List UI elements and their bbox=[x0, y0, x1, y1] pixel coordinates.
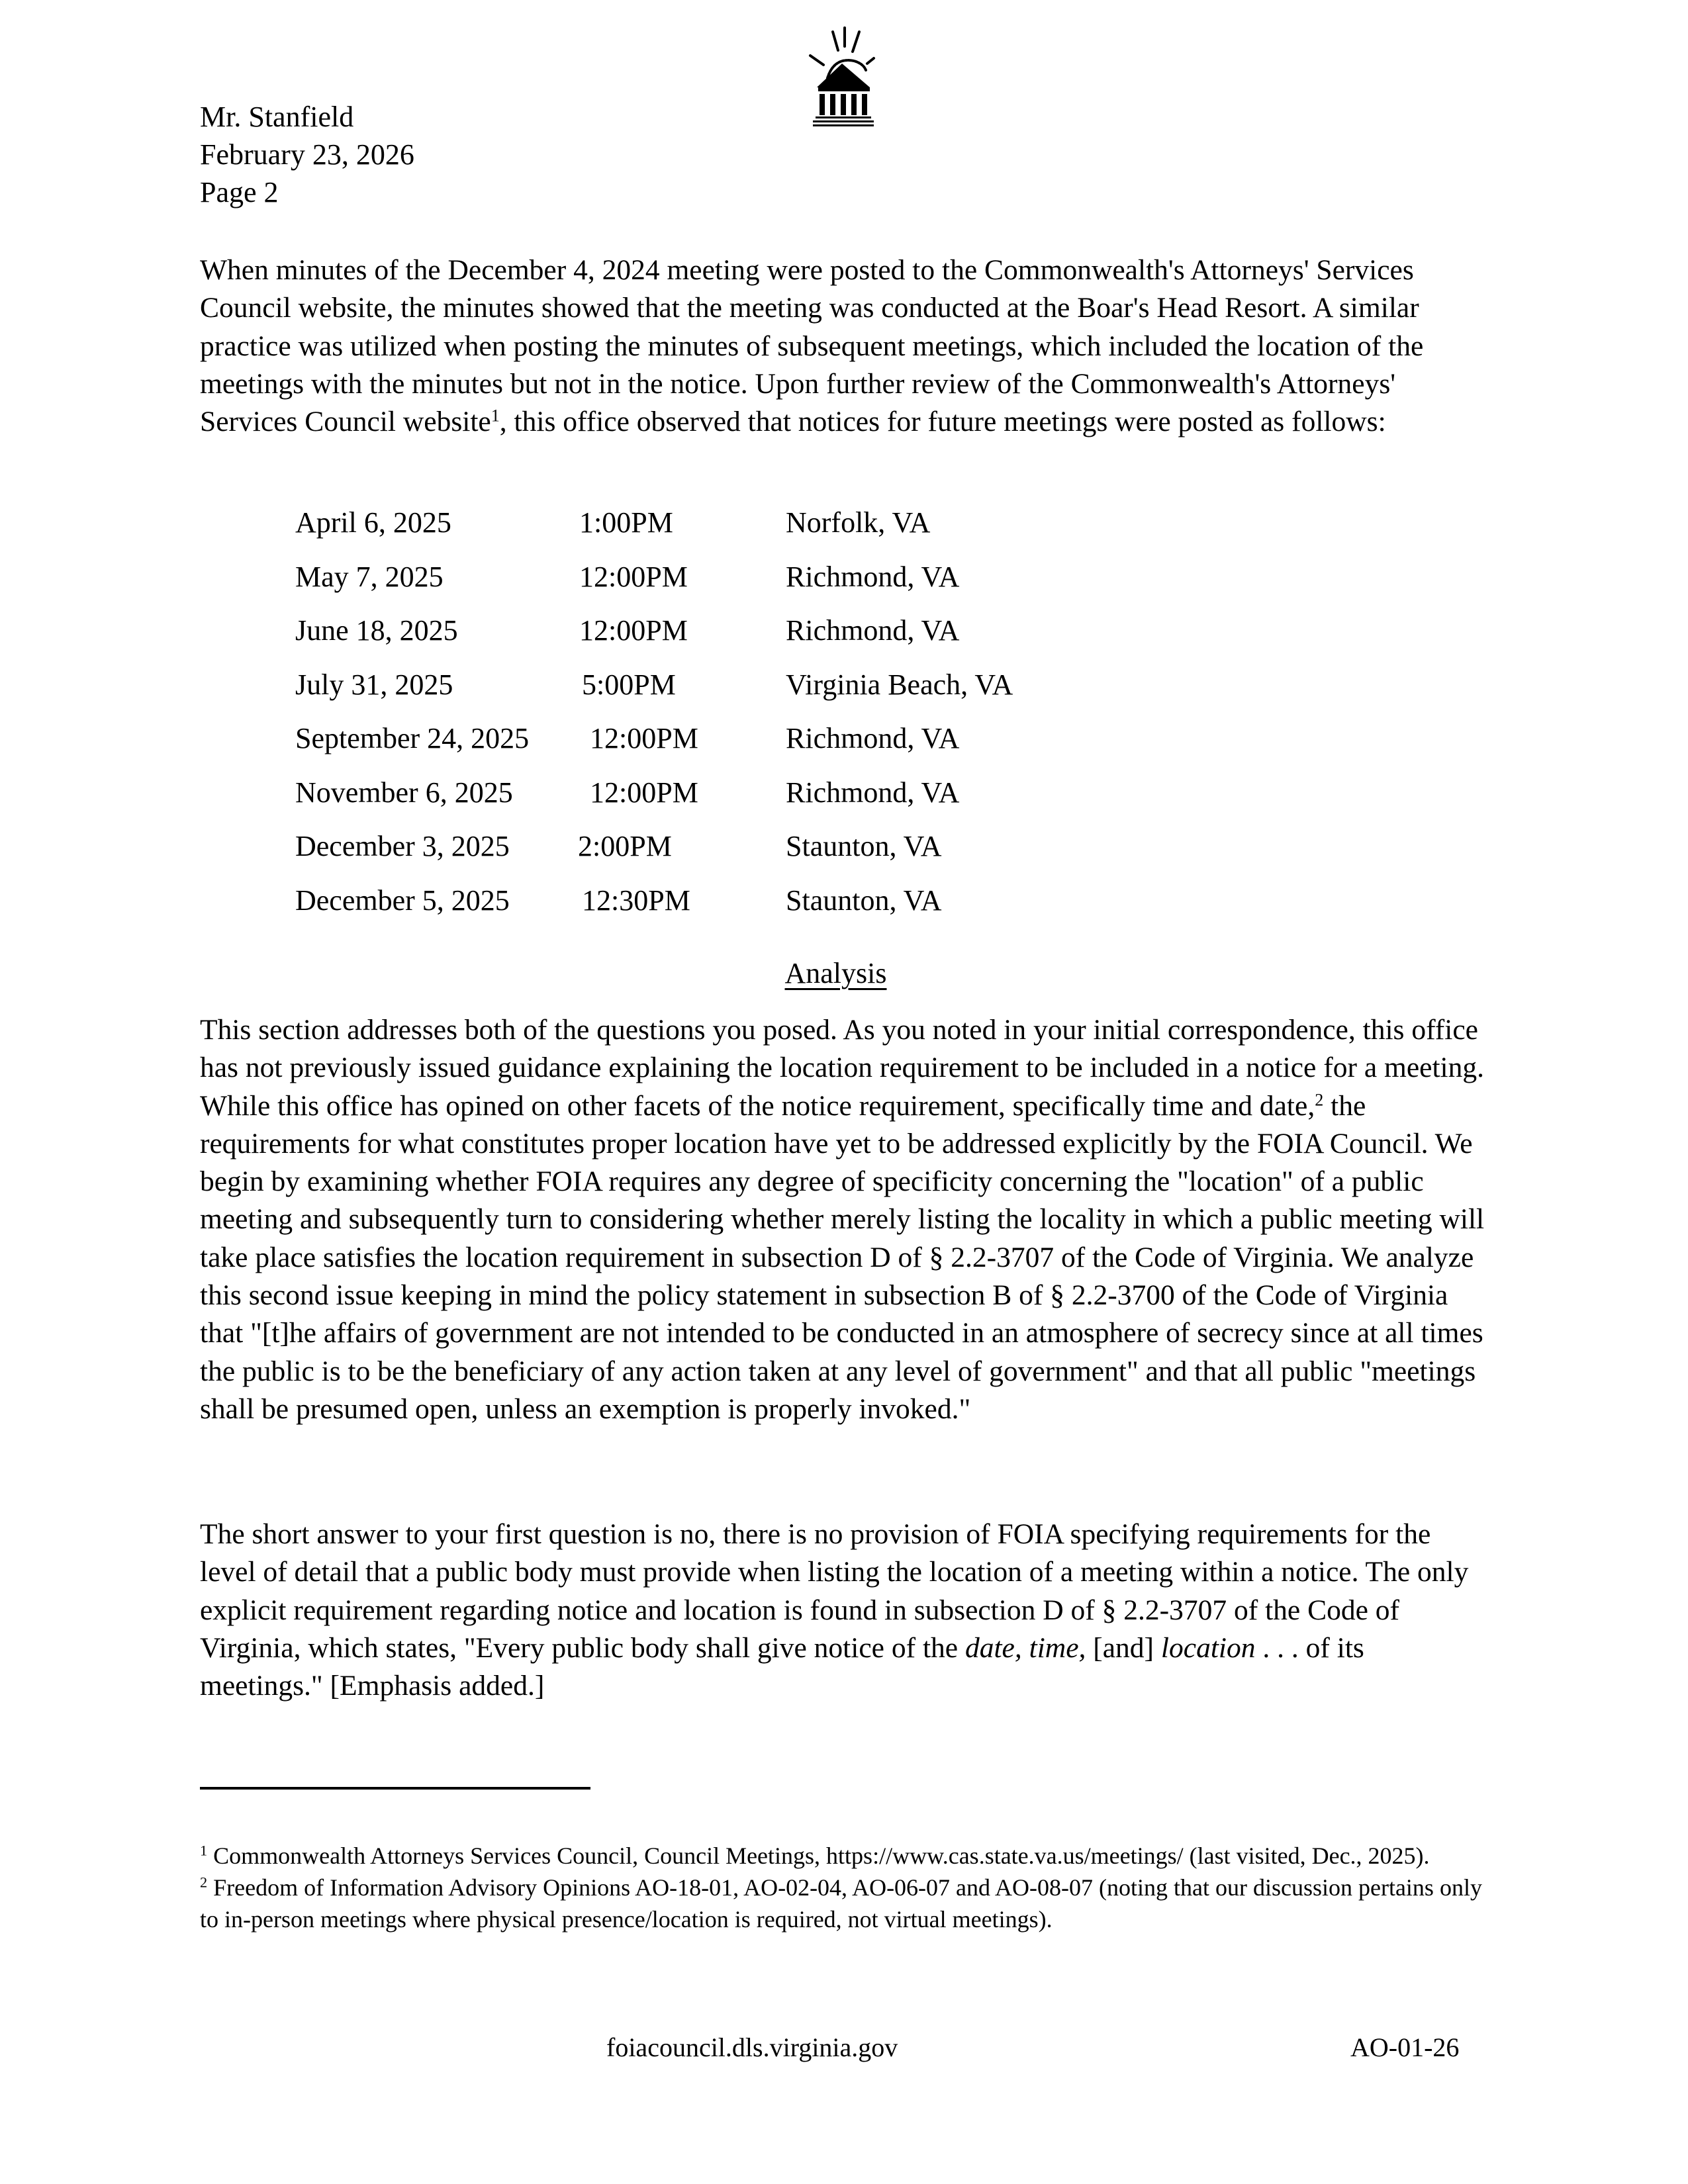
meeting-location: Staunton, VA bbox=[786, 884, 942, 917]
meeting-date: July 31, 2025 bbox=[295, 668, 453, 701]
meeting-time: 12:30PM bbox=[582, 884, 690, 917]
meeting-date: May 7, 2025 bbox=[295, 560, 444, 593]
footnote-divider bbox=[200, 1787, 590, 1790]
meeting-time: 5:00PM bbox=[582, 668, 676, 701]
meeting-location: Richmond, VA bbox=[786, 614, 960, 647]
meeting-time: 12:00PM bbox=[590, 722, 698, 754]
meeting-time: 1:00PM bbox=[579, 506, 673, 539]
footer-website[interactable]: foiacouncil.dls.virginia.gov bbox=[606, 2032, 898, 2062]
meeting-date: June 18, 2025 bbox=[295, 614, 458, 647]
footnote-text: Freedom of Information Advisory Opinions AO-18-01, AO-02-04, AO-06-07 and AO-08-07 (noting that our discussion pertains only to in-person meetings where physical presence/location is required, not virtual meetings). bbox=[200, 1874, 1482, 1933]
analysis-paragraph bbox=[200, 1011, 1488, 1428]
page-number: Page 2 bbox=[200, 176, 279, 208]
short-answer-paragraph bbox=[200, 1516, 1488, 1705]
meeting-time: 12:00PM bbox=[590, 776, 698, 809]
meeting-date: April 6, 2025 bbox=[295, 506, 451, 539]
emphasis-date-time: date, time, bbox=[964, 1631, 1086, 1664]
meeting-location: Staunton, VA bbox=[786, 830, 942, 862]
intro-text-cont: , this office observed that notices for future meetings were posted as follows: bbox=[499, 406, 1386, 438]
footnotes bbox=[200, 1840, 1488, 1935]
meeting-date: September 24, 2025 bbox=[295, 722, 530, 754]
emphasis-location: location bbox=[1160, 1631, 1256, 1664]
letter-header bbox=[200, 98, 414, 211]
analysis-heading: Analysis bbox=[784, 957, 887, 989]
footnote-ref-1[interactable]: 1 bbox=[491, 406, 500, 426]
intro-paragraph bbox=[200, 251, 1488, 441]
meeting-location: Norfolk, VA bbox=[786, 506, 931, 539]
section-heading bbox=[0, 956, 1671, 990]
meeting-location: Virginia Beach, VA bbox=[786, 668, 1013, 701]
meeting-date: December 3, 2025 bbox=[295, 830, 510, 862]
analysis-text-cont: the requirements for what constitutes proper location have yet to be addressed explicitly by the FOIA Council. We begin by examining whether FOIA requires any degree of specificity concerning the "location" of a public meeting and subsequently turn to considering whether merely listing the locality in which a public meeting will take place satisfies the location requirement in subsection D of § 2.2-3707 of the Code of Virginia. We analyze this second issue keeping in mind the policy statement in subsection B of § 2.2-3700 of the Code of Virginia that "[t]he affairs of government are not intended to be conducted in an atmosphere of secrecy since at all times the public is to be the beneficiary of any action taken at any level of government" and that all public "meetings shall be presumed open, unless an exemption is properly invoked." bbox=[200, 1089, 1485, 1425]
footer-opinion-number: AO-01-26 bbox=[1350, 2032, 1460, 2062]
footnote-ref-2[interactable]: 2 bbox=[1315, 1090, 1324, 1110]
meeting-time: 2:00PM bbox=[578, 830, 672, 862]
footnote-number: 2 bbox=[200, 1874, 208, 1891]
short-answer-and: [and] bbox=[1086, 1631, 1161, 1664]
meeting-location: Richmond, VA bbox=[786, 776, 960, 809]
meeting-date: December 5, 2025 bbox=[295, 884, 510, 917]
short-answer-text: The short answer to your first question is no, there is no provision of FOIA specifying requirements for the level of detail that a public body must provide when listing the location of a meeting within a notice. The only explicit requirement regarding notice and location is found in subsection D of § 2.2-3707 of the Code of Virginia, which states, "Every public body shall give notice of the bbox=[200, 1518, 1469, 1664]
meeting-date: November 6, 2025 bbox=[295, 776, 513, 809]
capitol-building-sunrise-icon bbox=[781, 24, 900, 130]
meeting-location: Richmond, VA bbox=[786, 722, 960, 754]
meeting-location: Richmond, VA bbox=[786, 560, 960, 593]
footnote-number: 1 bbox=[200, 1842, 208, 1859]
analysis-text: This section addresses both of the questions you posed. As you noted in your initial correspondence, this office has not previously issued guidance explaining the location requirement to be included in a notice for a meeting. While this office has opined on other facets of the notice requirement, specifically time and date, bbox=[200, 1014, 1485, 1122]
intro-text: When minutes of the December 4, 2024 meeting were posted to the Commonwealth's Attorneys' Services Council website, the minutes showed that the meeting was conducted at the Boar's Head Resort. A similar practice was utilized when posting the minutes of subsequent meetings, which included the location of the meetings with the minutes but not in the notice. Upon further review of the Commonwealth's Attorneys' Services Council website bbox=[200, 254, 1424, 438]
recipient-name: Mr. Stanfield bbox=[200, 101, 354, 133]
meeting-time: 12:00PM bbox=[579, 614, 688, 647]
footnote-1 bbox=[200, 1840, 1488, 1872]
meeting-time: 12:00PM bbox=[579, 560, 688, 593]
short-answer-text-end: . . . of its meetings." [Emphasis added.] bbox=[200, 1631, 1364, 1702]
footnote-2 bbox=[200, 1872, 1488, 1935]
footnote-text: Commonwealth Attorneys Services Council, Council Meetings, https://www.cas.state.va.us/meetings/ (last visited, Dec., 2025). bbox=[207, 1843, 1430, 1869]
letter-date: February 23, 2026 bbox=[200, 138, 414, 171]
